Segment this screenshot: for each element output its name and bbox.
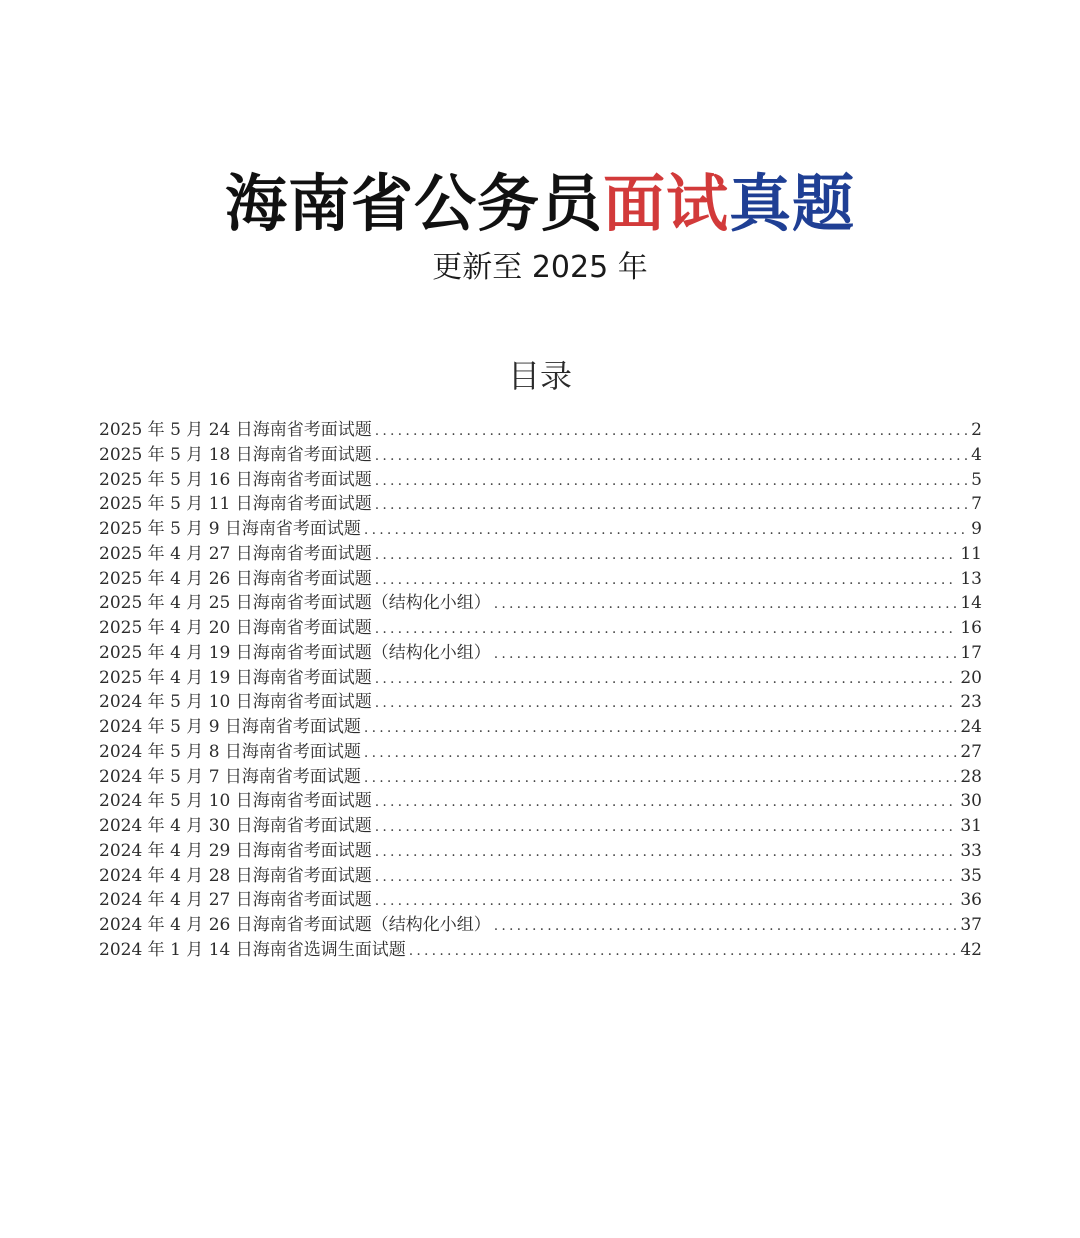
toc-page-number: 20: [960, 667, 982, 688]
toc-entry-title: 2025 年 5 月 24 日海南省考面试题: [99, 420, 372, 440]
toc-page-number: 42: [960, 939, 982, 960]
toc-entry[interactable]: [99, 542, 982, 567]
toc-entry[interactable]: [99, 715, 982, 740]
toc-dot-leader: [375, 840, 958, 864]
toc-entry-title: 2024 年 4 月 26 日海南省考面试题（结构化小组）: [99, 915, 491, 935]
toc-entry[interactable]: [99, 690, 982, 715]
toc-dot-leader: [375, 667, 958, 691]
toc-entry[interactable]: [99, 616, 982, 641]
toc-entry-title: 2025 年 4 月 26 日海南省考面试题: [99, 568, 372, 589]
toc-dot-leader: [494, 592, 958, 616]
toc-dot-leader: [409, 939, 958, 963]
toc-entry-title: 2025 年 4 月 19 日海南省考面试题: [99, 667, 372, 688]
toc-dot-leader: [375, 469, 968, 493]
toc-page-number: 16: [960, 618, 982, 638]
toc-entry-title: 2024 年 4 月 28 日海南省考面试题: [99, 865, 372, 886]
toc-dot-leader: [375, 419, 968, 443]
toc-entry[interactable]: [99, 888, 982, 913]
toc-dot-leader: [364, 741, 957, 765]
toc-page-number: 27: [960, 741, 982, 762]
toc-entry-title: 2025 年 4 月 27 日海南省考面试题: [99, 543, 372, 564]
toc-dot-leader: [375, 543, 958, 567]
toc-entry[interactable]: [99, 468, 982, 493]
toc-entry-title: 2024 年 5 月 10 日海南省考面试题: [99, 791, 372, 812]
toc-dot-leader: [494, 642, 958, 666]
toc-page-number: 28: [960, 766, 982, 787]
toc-dot-leader: [375, 691, 958, 715]
toc-dot-leader: [494, 914, 958, 938]
toc-dot-leader: [375, 815, 958, 839]
toc-entry[interactable]: [99, 913, 982, 938]
toc-entry-title: 2024 年 5 月 9 日海南省考面试题: [99, 717, 361, 737]
toc-entry-title: 2024 年 4 月 30 日海南省考面试题: [99, 816, 372, 836]
toc-page-number: 7: [971, 494, 982, 515]
toc-entry-title: 2024 年 4 月 27 日海南省考面试题: [99, 890, 372, 911]
toc-entry[interactable]: [99, 938, 982, 963]
toc-entry[interactable]: [99, 864, 982, 889]
toc-dot-leader: [364, 518, 968, 542]
toc-dot-leader: [375, 889, 958, 913]
toc-page-number: 23: [960, 692, 982, 713]
title-part-red: 面试: [602, 166, 729, 240]
toc-entry-title: 2025 年 4 月 20 日海南省考面试题: [99, 618, 372, 638]
toc-entry[interactable]: [99, 443, 982, 468]
toc-entry-title: 2025 年 5 月 9 日海南省考面试题: [99, 519, 361, 539]
toc-entry-title: 2025 年 5 月 16 日海南省考面试题: [99, 469, 372, 490]
toc-entry-title: 2025 年 4 月 19 日海南省考面试题（结构化小组）: [99, 642, 491, 663]
toc-entry[interactable]: [99, 814, 982, 839]
toc-page-number: 35: [960, 865, 982, 886]
toc-entry[interactable]: [99, 789, 982, 814]
toc-entry-title: 2024 年 4 月 29 日海南省考面试题: [99, 840, 372, 861]
toc-dot-leader: [375, 493, 968, 517]
toc-dot-leader: [375, 444, 968, 468]
toc-entry-title: 2024 年 5 月 10 日海南省考面试题: [99, 692, 372, 713]
toc-entry-title: 2024 年 5 月 7 日海南省考面试题: [99, 766, 361, 787]
toc-entry-title: 2025 年 5 月 11 日海南省考面试题: [99, 494, 372, 515]
toc-page-number: 37: [960, 915, 982, 935]
table-of-contents: [99, 418, 982, 963]
document-title: [0, 164, 1080, 244]
document-subtitle: 更新至 2025 年: [432, 250, 648, 285]
toc-page-number: 36: [960, 890, 982, 911]
toc-entry[interactable]: [99, 492, 982, 517]
toc-page-number: 9: [971, 519, 982, 539]
toc-entry[interactable]: [99, 666, 982, 691]
toc-entry[interactable]: [99, 765, 982, 790]
title-part-blue: 真题: [729, 166, 856, 240]
toc-entry[interactable]: [99, 517, 982, 542]
toc-page-number: 24: [960, 717, 982, 737]
toc-dot-leader: [375, 790, 958, 814]
toc-entry-title: 2025 年 5 月 18 日海南省考面试题: [99, 444, 372, 465]
toc-page-number: 33: [960, 840, 982, 861]
toc-heading: 目录: [507, 357, 572, 395]
toc-entry[interactable]: [99, 740, 982, 765]
toc-page-number: 14: [960, 593, 982, 614]
toc-entry-title: 2024 年 1 月 14 日海南省选调生面试题: [99, 939, 406, 960]
toc-dot-leader: [364, 766, 957, 790]
toc-entry[interactable]: [99, 418, 982, 443]
toc-page-number: 17: [960, 642, 982, 663]
toc-page-number: 31: [960, 816, 982, 836]
toc-page-number: 4: [971, 444, 982, 465]
toc-page-number: 5: [971, 469, 982, 490]
toc-entry[interactable]: [99, 567, 982, 592]
toc-dot-leader: [375, 568, 958, 592]
title-part-black: 海南省公务员: [224, 166, 603, 240]
toc-dot-leader: [375, 865, 958, 889]
toc-entry-title: 2025 年 4 月 25 日海南省考面试题（结构化小组）: [99, 593, 491, 614]
toc-dot-leader: [375, 617, 958, 641]
toc-entry[interactable]: [99, 641, 982, 666]
toc-dot-leader: [364, 716, 957, 740]
toc-page-number: 13: [960, 568, 982, 589]
toc-page-number: 11: [960, 543, 982, 564]
toc-page-number: 2: [971, 420, 982, 440]
toc-entry[interactable]: [99, 839, 982, 864]
toc-entry-title: 2024 年 5 月 8 日海南省考面试题: [99, 741, 361, 762]
toc-page-number: 30: [960, 791, 982, 812]
toc-entry[interactable]: [99, 591, 982, 616]
